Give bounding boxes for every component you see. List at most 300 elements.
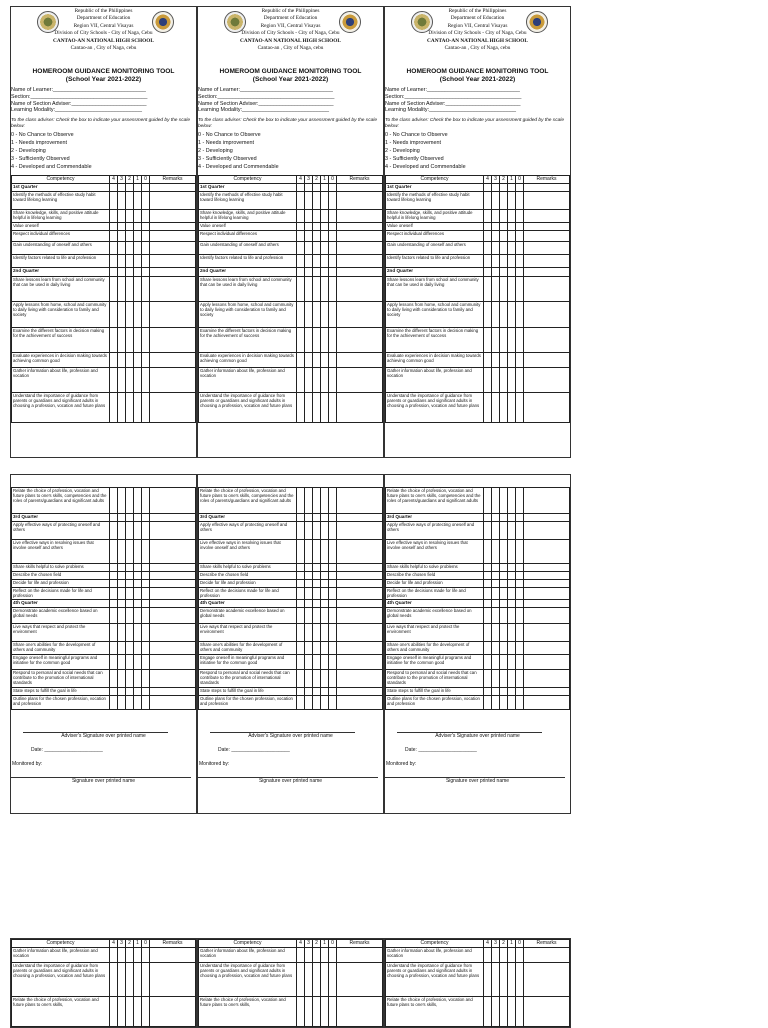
- rating-checkbox[interactable]: [516, 642, 524, 655]
- rating-checkbox[interactable]: [516, 572, 524, 580]
- remarks-cell[interactable]: [337, 255, 383, 268]
- rating-checkbox[interactable]: [516, 277, 524, 302]
- remarks-cell[interactable]: [150, 184, 196, 192]
- rating-checkbox[interactable]: [110, 328, 118, 353]
- remarks-cell[interactable]: [150, 688, 196, 696]
- rating-checkbox[interactable]: [297, 223, 305, 231]
- rating-checkbox[interactable]: [329, 514, 337, 522]
- rating-checkbox[interactable]: [321, 488, 329, 514]
- rating-checkbox[interactable]: [134, 223, 142, 231]
- rating-checkbox[interactable]: [118, 277, 126, 302]
- remarks-cell[interactable]: [150, 963, 196, 997]
- rating-checkbox[interactable]: [126, 231, 134, 242]
- rating-checkbox[interactable]: [313, 268, 321, 277]
- rating-checkbox[interactable]: [508, 688, 516, 696]
- rating-checkbox[interactable]: [134, 184, 142, 192]
- learner-field[interactable]: Learning Modality:_____________________________: [198, 107, 329, 114]
- rating-checkbox[interactable]: [297, 184, 305, 192]
- rating-checkbox[interactable]: [321, 192, 329, 210]
- rating-checkbox[interactable]: [313, 223, 321, 231]
- learner-field[interactable]: Learning Modality:_____________________________: [11, 107, 142, 114]
- remarks-cell[interactable]: [150, 997, 196, 1027]
- rating-checkbox[interactable]: [329, 564, 337, 572]
- rating-checkbox[interactable]: [508, 268, 516, 277]
- remarks-cell[interactable]: [337, 242, 383, 255]
- rating-checkbox[interactable]: [508, 572, 516, 580]
- rating-checkbox[interactable]: [297, 608, 305, 624]
- rating-checkbox[interactable]: [126, 670, 134, 688]
- remarks-cell[interactable]: [524, 963, 570, 997]
- rating-checkbox[interactable]: [134, 997, 142, 1027]
- rating-checkbox[interactable]: [492, 328, 500, 353]
- rating-checkbox[interactable]: [118, 655, 126, 670]
- rating-checkbox[interactable]: [142, 572, 150, 580]
- rating-checkbox[interactable]: [500, 522, 508, 540]
- rating-checkbox[interactable]: [134, 277, 142, 302]
- rating-checkbox[interactable]: [329, 540, 337, 564]
- rating-checkbox[interactable]: [492, 997, 500, 1027]
- rating-checkbox[interactable]: [313, 572, 321, 580]
- rating-checkbox[interactable]: [516, 696, 524, 710]
- rating-checkbox[interactable]: [508, 210, 516, 223]
- rating-checkbox[interactable]: [142, 997, 150, 1027]
- rating-checkbox[interactable]: [313, 242, 321, 255]
- rating-checkbox[interactable]: [508, 368, 516, 393]
- rating-checkbox[interactable]: [126, 210, 134, 223]
- remarks-cell[interactable]: [337, 184, 383, 192]
- rating-checkbox[interactable]: [329, 277, 337, 302]
- rating-checkbox[interactable]: [110, 223, 118, 231]
- rating-checkbox[interactable]: [134, 580, 142, 588]
- rating-checkbox[interactable]: [321, 328, 329, 353]
- rating-checkbox[interactable]: [492, 624, 500, 642]
- rating-checkbox[interactable]: [492, 963, 500, 997]
- rating-checkbox[interactable]: [313, 368, 321, 393]
- rating-checkbox[interactable]: [110, 624, 118, 642]
- rating-checkbox[interactable]: [118, 184, 126, 192]
- rating-checkbox[interactable]: [484, 600, 492, 608]
- rating-checkbox[interactable]: [492, 184, 500, 192]
- rating-checkbox[interactable]: [508, 353, 516, 368]
- rating-checkbox[interactable]: [484, 696, 492, 710]
- rating-checkbox[interactable]: [305, 368, 313, 393]
- rating-checkbox[interactable]: [126, 608, 134, 624]
- remarks-cell[interactable]: [524, 948, 570, 963]
- remarks-cell[interactable]: [337, 580, 383, 588]
- rating-checkbox[interactable]: [134, 963, 142, 997]
- rating-checkbox[interactable]: [110, 564, 118, 572]
- rating-checkbox[interactable]: [329, 393, 337, 423]
- rating-checkbox[interactable]: [110, 368, 118, 393]
- rating-checkbox[interactable]: [305, 268, 313, 277]
- remarks-cell[interactable]: [524, 231, 570, 242]
- rating-checkbox[interactable]: [329, 242, 337, 255]
- rating-checkbox[interactable]: [118, 624, 126, 642]
- rating-checkbox[interactable]: [484, 624, 492, 642]
- rating-checkbox[interactable]: [492, 268, 500, 277]
- rating-checkbox[interactable]: [305, 393, 313, 423]
- rating-checkbox[interactable]: [305, 540, 313, 564]
- rating-checkbox[interactable]: [142, 522, 150, 540]
- remarks-cell[interactable]: [524, 223, 570, 231]
- rating-checkbox[interactable]: [321, 624, 329, 642]
- rating-checkbox[interactable]: [484, 328, 492, 353]
- rating-checkbox[interactable]: [305, 600, 313, 608]
- rating-checkbox[interactable]: [134, 572, 142, 580]
- rating-checkbox[interactable]: [142, 564, 150, 572]
- rating-checkbox[interactable]: [492, 608, 500, 624]
- rating-checkbox[interactable]: [321, 688, 329, 696]
- remarks-cell[interactable]: [150, 242, 196, 255]
- rating-checkbox[interactable]: [118, 231, 126, 242]
- rating-checkbox[interactable]: [110, 522, 118, 540]
- rating-checkbox[interactable]: [516, 514, 524, 522]
- remarks-cell[interactable]: [337, 655, 383, 670]
- rating-checkbox[interactable]: [142, 368, 150, 393]
- remarks-cell[interactable]: [150, 670, 196, 688]
- rating-checkbox[interactable]: [297, 242, 305, 255]
- rating-checkbox[interactable]: [321, 948, 329, 963]
- rating-checkbox[interactable]: [126, 642, 134, 655]
- remarks-cell[interactable]: [337, 997, 383, 1027]
- rating-checkbox[interactable]: [484, 522, 492, 540]
- rating-checkbox[interactable]: [142, 328, 150, 353]
- remarks-cell[interactable]: [524, 488, 570, 514]
- rating-checkbox[interactable]: [492, 572, 500, 580]
- rating-checkbox[interactable]: [110, 277, 118, 302]
- rating-checkbox[interactable]: [118, 588, 126, 600]
- rating-checkbox[interactable]: [110, 192, 118, 210]
- rating-checkbox[interactable]: [305, 488, 313, 514]
- remarks-cell[interactable]: [150, 353, 196, 368]
- rating-checkbox[interactable]: [500, 242, 508, 255]
- rating-checkbox[interactable]: [492, 277, 500, 302]
- rating-checkbox[interactable]: [500, 514, 508, 522]
- rating-checkbox[interactable]: [126, 580, 134, 588]
- remarks-cell[interactable]: [524, 696, 570, 710]
- rating-checkbox[interactable]: [508, 522, 516, 540]
- rating-checkbox[interactable]: [484, 963, 492, 997]
- rating-checkbox[interactable]: [142, 210, 150, 223]
- rating-checkbox[interactable]: [500, 184, 508, 192]
- remarks-cell[interactable]: [524, 393, 570, 423]
- rating-checkbox[interactable]: [492, 642, 500, 655]
- rating-checkbox[interactable]: [500, 997, 508, 1027]
- rating-checkbox[interactable]: [118, 948, 126, 963]
- rating-checkbox[interactable]: [500, 588, 508, 600]
- rating-checkbox[interactable]: [492, 353, 500, 368]
- rating-checkbox[interactable]: [305, 353, 313, 368]
- rating-checkbox[interactable]: [484, 564, 492, 572]
- rating-checkbox[interactable]: [508, 588, 516, 600]
- remarks-cell[interactable]: [337, 696, 383, 710]
- rating-checkbox[interactable]: [313, 655, 321, 670]
- rating-checkbox[interactable]: [305, 696, 313, 710]
- remarks-cell[interactable]: [524, 688, 570, 696]
- rating-checkbox[interactable]: [118, 353, 126, 368]
- remarks-cell[interactable]: [524, 192, 570, 210]
- rating-checkbox[interactable]: [508, 255, 516, 268]
- rating-checkbox[interactable]: [134, 268, 142, 277]
- rating-checkbox[interactable]: [142, 608, 150, 624]
- remarks-cell[interactable]: [150, 210, 196, 223]
- rating-checkbox[interactable]: [297, 302, 305, 328]
- rating-checkbox[interactable]: [126, 624, 134, 642]
- remarks-cell[interactable]: [337, 540, 383, 564]
- rating-checkbox[interactable]: [313, 696, 321, 710]
- rating-checkbox[interactable]: [142, 588, 150, 600]
- rating-checkbox[interactable]: [313, 642, 321, 655]
- rating-checkbox[interactable]: [329, 231, 337, 242]
- rating-checkbox[interactable]: [508, 540, 516, 564]
- rating-checkbox[interactable]: [297, 580, 305, 588]
- rating-checkbox[interactable]: [297, 588, 305, 600]
- rating-checkbox[interactable]: [110, 268, 118, 277]
- rating-checkbox[interactable]: [492, 255, 500, 268]
- rating-checkbox[interactable]: [516, 302, 524, 328]
- rating-checkbox[interactable]: [118, 328, 126, 353]
- remarks-cell[interactable]: [524, 210, 570, 223]
- rating-checkbox[interactable]: [110, 302, 118, 328]
- rating-checkbox[interactable]: [313, 231, 321, 242]
- remarks-cell[interactable]: [150, 514, 196, 522]
- remarks-cell[interactable]: [337, 522, 383, 540]
- learner-field[interactable]: Name of Learner:_______________________________: [385, 87, 520, 93]
- rating-checkbox[interactable]: [516, 588, 524, 600]
- remarks-cell[interactable]: [524, 328, 570, 353]
- remarks-cell[interactable]: [150, 393, 196, 423]
- remarks-cell[interactable]: [524, 268, 570, 277]
- rating-checkbox[interactable]: [142, 580, 150, 588]
- remarks-cell[interactable]: [150, 268, 196, 277]
- rating-checkbox[interactable]: [500, 231, 508, 242]
- rating-checkbox[interactable]: [516, 393, 524, 423]
- rating-checkbox[interactable]: [329, 522, 337, 540]
- rating-checkbox[interactable]: [118, 368, 126, 393]
- rating-checkbox[interactable]: [305, 514, 313, 522]
- rating-checkbox[interactable]: [500, 302, 508, 328]
- rating-checkbox[interactable]: [508, 564, 516, 572]
- rating-checkbox[interactable]: [305, 580, 313, 588]
- learner-field[interactable]: Name of Section Adviser:_________________________: [11, 100, 147, 107]
- rating-checkbox[interactable]: [297, 948, 305, 963]
- rating-checkbox[interactable]: [297, 268, 305, 277]
- rating-checkbox[interactable]: [297, 997, 305, 1027]
- rating-checkbox[interactable]: [500, 223, 508, 231]
- rating-checkbox[interactable]: [305, 688, 313, 696]
- rating-checkbox[interactable]: [508, 608, 516, 624]
- remarks-cell[interactable]: [524, 514, 570, 522]
- rating-checkbox[interactable]: [313, 997, 321, 1027]
- rating-checkbox[interactable]: [492, 368, 500, 393]
- rating-checkbox[interactable]: [126, 514, 134, 522]
- rating-checkbox[interactable]: [305, 588, 313, 600]
- remarks-cell[interactable]: [337, 948, 383, 963]
- rating-checkbox[interactable]: [508, 948, 516, 963]
- remarks-cell[interactable]: [337, 223, 383, 231]
- remarks-cell[interactable]: [150, 488, 196, 514]
- learner-field[interactable]: Name of Section Adviser:_________________________: [385, 100, 521, 107]
- rating-checkbox[interactable]: [313, 192, 321, 210]
- rating-checkbox[interactable]: [297, 642, 305, 655]
- rating-checkbox[interactable]: [110, 696, 118, 710]
- remarks-cell[interactable]: [524, 655, 570, 670]
- rating-checkbox[interactable]: [118, 963, 126, 997]
- rating-checkbox[interactable]: [329, 688, 337, 696]
- rating-checkbox[interactable]: [110, 963, 118, 997]
- rating-checkbox[interactable]: [313, 564, 321, 572]
- rating-checkbox[interactable]: [329, 268, 337, 277]
- rating-checkbox[interactable]: [500, 655, 508, 670]
- rating-checkbox[interactable]: [492, 223, 500, 231]
- rating-checkbox[interactable]: [508, 302, 516, 328]
- learner-field[interactable]: Name of Section Adviser:_________________________: [198, 100, 334, 107]
- rating-checkbox[interactable]: [305, 642, 313, 655]
- learner-field[interactable]: Name of Learner:_______________________________: [11, 87, 146, 93]
- rating-checkbox[interactable]: [492, 302, 500, 328]
- remarks-cell[interactable]: [524, 540, 570, 564]
- remarks-cell[interactable]: [337, 572, 383, 580]
- rating-checkbox[interactable]: [492, 488, 500, 514]
- rating-checkbox[interactable]: [516, 368, 524, 393]
- rating-checkbox[interactable]: [321, 696, 329, 710]
- rating-checkbox[interactable]: [313, 608, 321, 624]
- rating-checkbox[interactable]: [118, 393, 126, 423]
- rating-checkbox[interactable]: [484, 655, 492, 670]
- rating-checkbox[interactable]: [329, 670, 337, 688]
- rating-checkbox[interactable]: [142, 948, 150, 963]
- rating-checkbox[interactable]: [484, 242, 492, 255]
- rating-checkbox[interactable]: [516, 655, 524, 670]
- remarks-cell[interactable]: [337, 210, 383, 223]
- rating-checkbox[interactable]: [110, 540, 118, 564]
- rating-checkbox[interactable]: [305, 277, 313, 302]
- rating-checkbox[interactable]: [126, 488, 134, 514]
- rating-checkbox[interactable]: [110, 600, 118, 608]
- rating-checkbox[interactable]: [321, 600, 329, 608]
- rating-checkbox[interactable]: [516, 600, 524, 608]
- rating-checkbox[interactable]: [492, 231, 500, 242]
- rating-checkbox[interactable]: [297, 368, 305, 393]
- rating-checkbox[interactable]: [508, 223, 516, 231]
- rating-checkbox[interactable]: [142, 540, 150, 564]
- rating-checkbox[interactable]: [313, 540, 321, 564]
- rating-checkbox[interactable]: [142, 393, 150, 423]
- rating-checkbox[interactable]: [297, 192, 305, 210]
- rating-checkbox[interactable]: [110, 514, 118, 522]
- rating-checkbox[interactable]: [110, 588, 118, 600]
- rating-checkbox[interactable]: [118, 572, 126, 580]
- remarks-cell[interactable]: [150, 231, 196, 242]
- rating-checkbox[interactable]: [500, 488, 508, 514]
- rating-checkbox[interactable]: [118, 210, 126, 223]
- rating-checkbox[interactable]: [484, 572, 492, 580]
- remarks-cell[interactable]: [524, 572, 570, 580]
- rating-checkbox[interactable]: [313, 353, 321, 368]
- rating-checkbox[interactable]: [508, 997, 516, 1027]
- rating-checkbox[interactable]: [492, 696, 500, 710]
- rating-checkbox[interactable]: [321, 242, 329, 255]
- rating-checkbox[interactable]: [313, 963, 321, 997]
- rating-checkbox[interactable]: [297, 210, 305, 223]
- rating-checkbox[interactable]: [118, 268, 126, 277]
- remarks-cell[interactable]: [524, 302, 570, 328]
- rating-checkbox[interactable]: [118, 192, 126, 210]
- rating-checkbox[interactable]: [142, 600, 150, 608]
- rating-checkbox[interactable]: [142, 655, 150, 670]
- rating-checkbox[interactable]: [484, 514, 492, 522]
- rating-checkbox[interactable]: [134, 670, 142, 688]
- rating-checkbox[interactable]: [110, 231, 118, 242]
- rating-checkbox[interactable]: [321, 997, 329, 1027]
- rating-checkbox[interactable]: [484, 223, 492, 231]
- rating-checkbox[interactable]: [142, 353, 150, 368]
- rating-checkbox[interactable]: [500, 210, 508, 223]
- rating-checkbox[interactable]: [297, 353, 305, 368]
- rating-checkbox[interactable]: [305, 328, 313, 353]
- rating-checkbox[interactable]: [126, 540, 134, 564]
- remarks-cell[interactable]: [150, 255, 196, 268]
- rating-checkbox[interactable]: [126, 948, 134, 963]
- rating-checkbox[interactable]: [110, 242, 118, 255]
- rating-checkbox[interactable]: [329, 184, 337, 192]
- remarks-cell[interactable]: [150, 302, 196, 328]
- rating-checkbox[interactable]: [329, 963, 337, 997]
- rating-checkbox[interactable]: [134, 255, 142, 268]
- remarks-cell[interactable]: [337, 192, 383, 210]
- rating-checkbox[interactable]: [134, 368, 142, 393]
- rating-checkbox[interactable]: [484, 948, 492, 963]
- remarks-cell[interactable]: [337, 328, 383, 353]
- rating-checkbox[interactable]: [110, 655, 118, 670]
- rating-checkbox[interactable]: [118, 223, 126, 231]
- rating-checkbox[interactable]: [492, 670, 500, 688]
- rating-checkbox[interactable]: [508, 696, 516, 710]
- rating-checkbox[interactable]: [134, 696, 142, 710]
- remarks-cell[interactable]: [337, 277, 383, 302]
- rating-checkbox[interactable]: [516, 948, 524, 963]
- rating-checkbox[interactable]: [516, 670, 524, 688]
- remarks-cell[interactable]: [337, 608, 383, 624]
- rating-checkbox[interactable]: [329, 488, 337, 514]
- rating-checkbox[interactable]: [313, 184, 321, 192]
- rating-checkbox[interactable]: [508, 670, 516, 688]
- rating-checkbox[interactable]: [134, 655, 142, 670]
- remarks-cell[interactable]: [337, 624, 383, 642]
- date-field[interactable]: Date: _____________________: [405, 747, 477, 753]
- rating-checkbox[interactable]: [329, 655, 337, 670]
- rating-checkbox[interactable]: [321, 588, 329, 600]
- rating-checkbox[interactable]: [305, 192, 313, 210]
- remarks-cell[interactable]: [150, 522, 196, 540]
- rating-checkbox[interactable]: [305, 242, 313, 255]
- rating-checkbox[interactable]: [297, 540, 305, 564]
- rating-checkbox[interactable]: [500, 540, 508, 564]
- rating-checkbox[interactable]: [118, 522, 126, 540]
- rating-checkbox[interactable]: [313, 328, 321, 353]
- rating-checkbox[interactable]: [492, 600, 500, 608]
- rating-checkbox[interactable]: [118, 514, 126, 522]
- remarks-cell[interactable]: [524, 277, 570, 302]
- rating-checkbox[interactable]: [500, 670, 508, 688]
- remarks-cell[interactable]: [150, 580, 196, 588]
- rating-checkbox[interactable]: [484, 192, 492, 210]
- rating-checkbox[interactable]: [500, 564, 508, 572]
- rating-checkbox[interactable]: [134, 600, 142, 608]
- rating-checkbox[interactable]: [313, 588, 321, 600]
- rating-checkbox[interactable]: [305, 522, 313, 540]
- rating-checkbox[interactable]: [516, 353, 524, 368]
